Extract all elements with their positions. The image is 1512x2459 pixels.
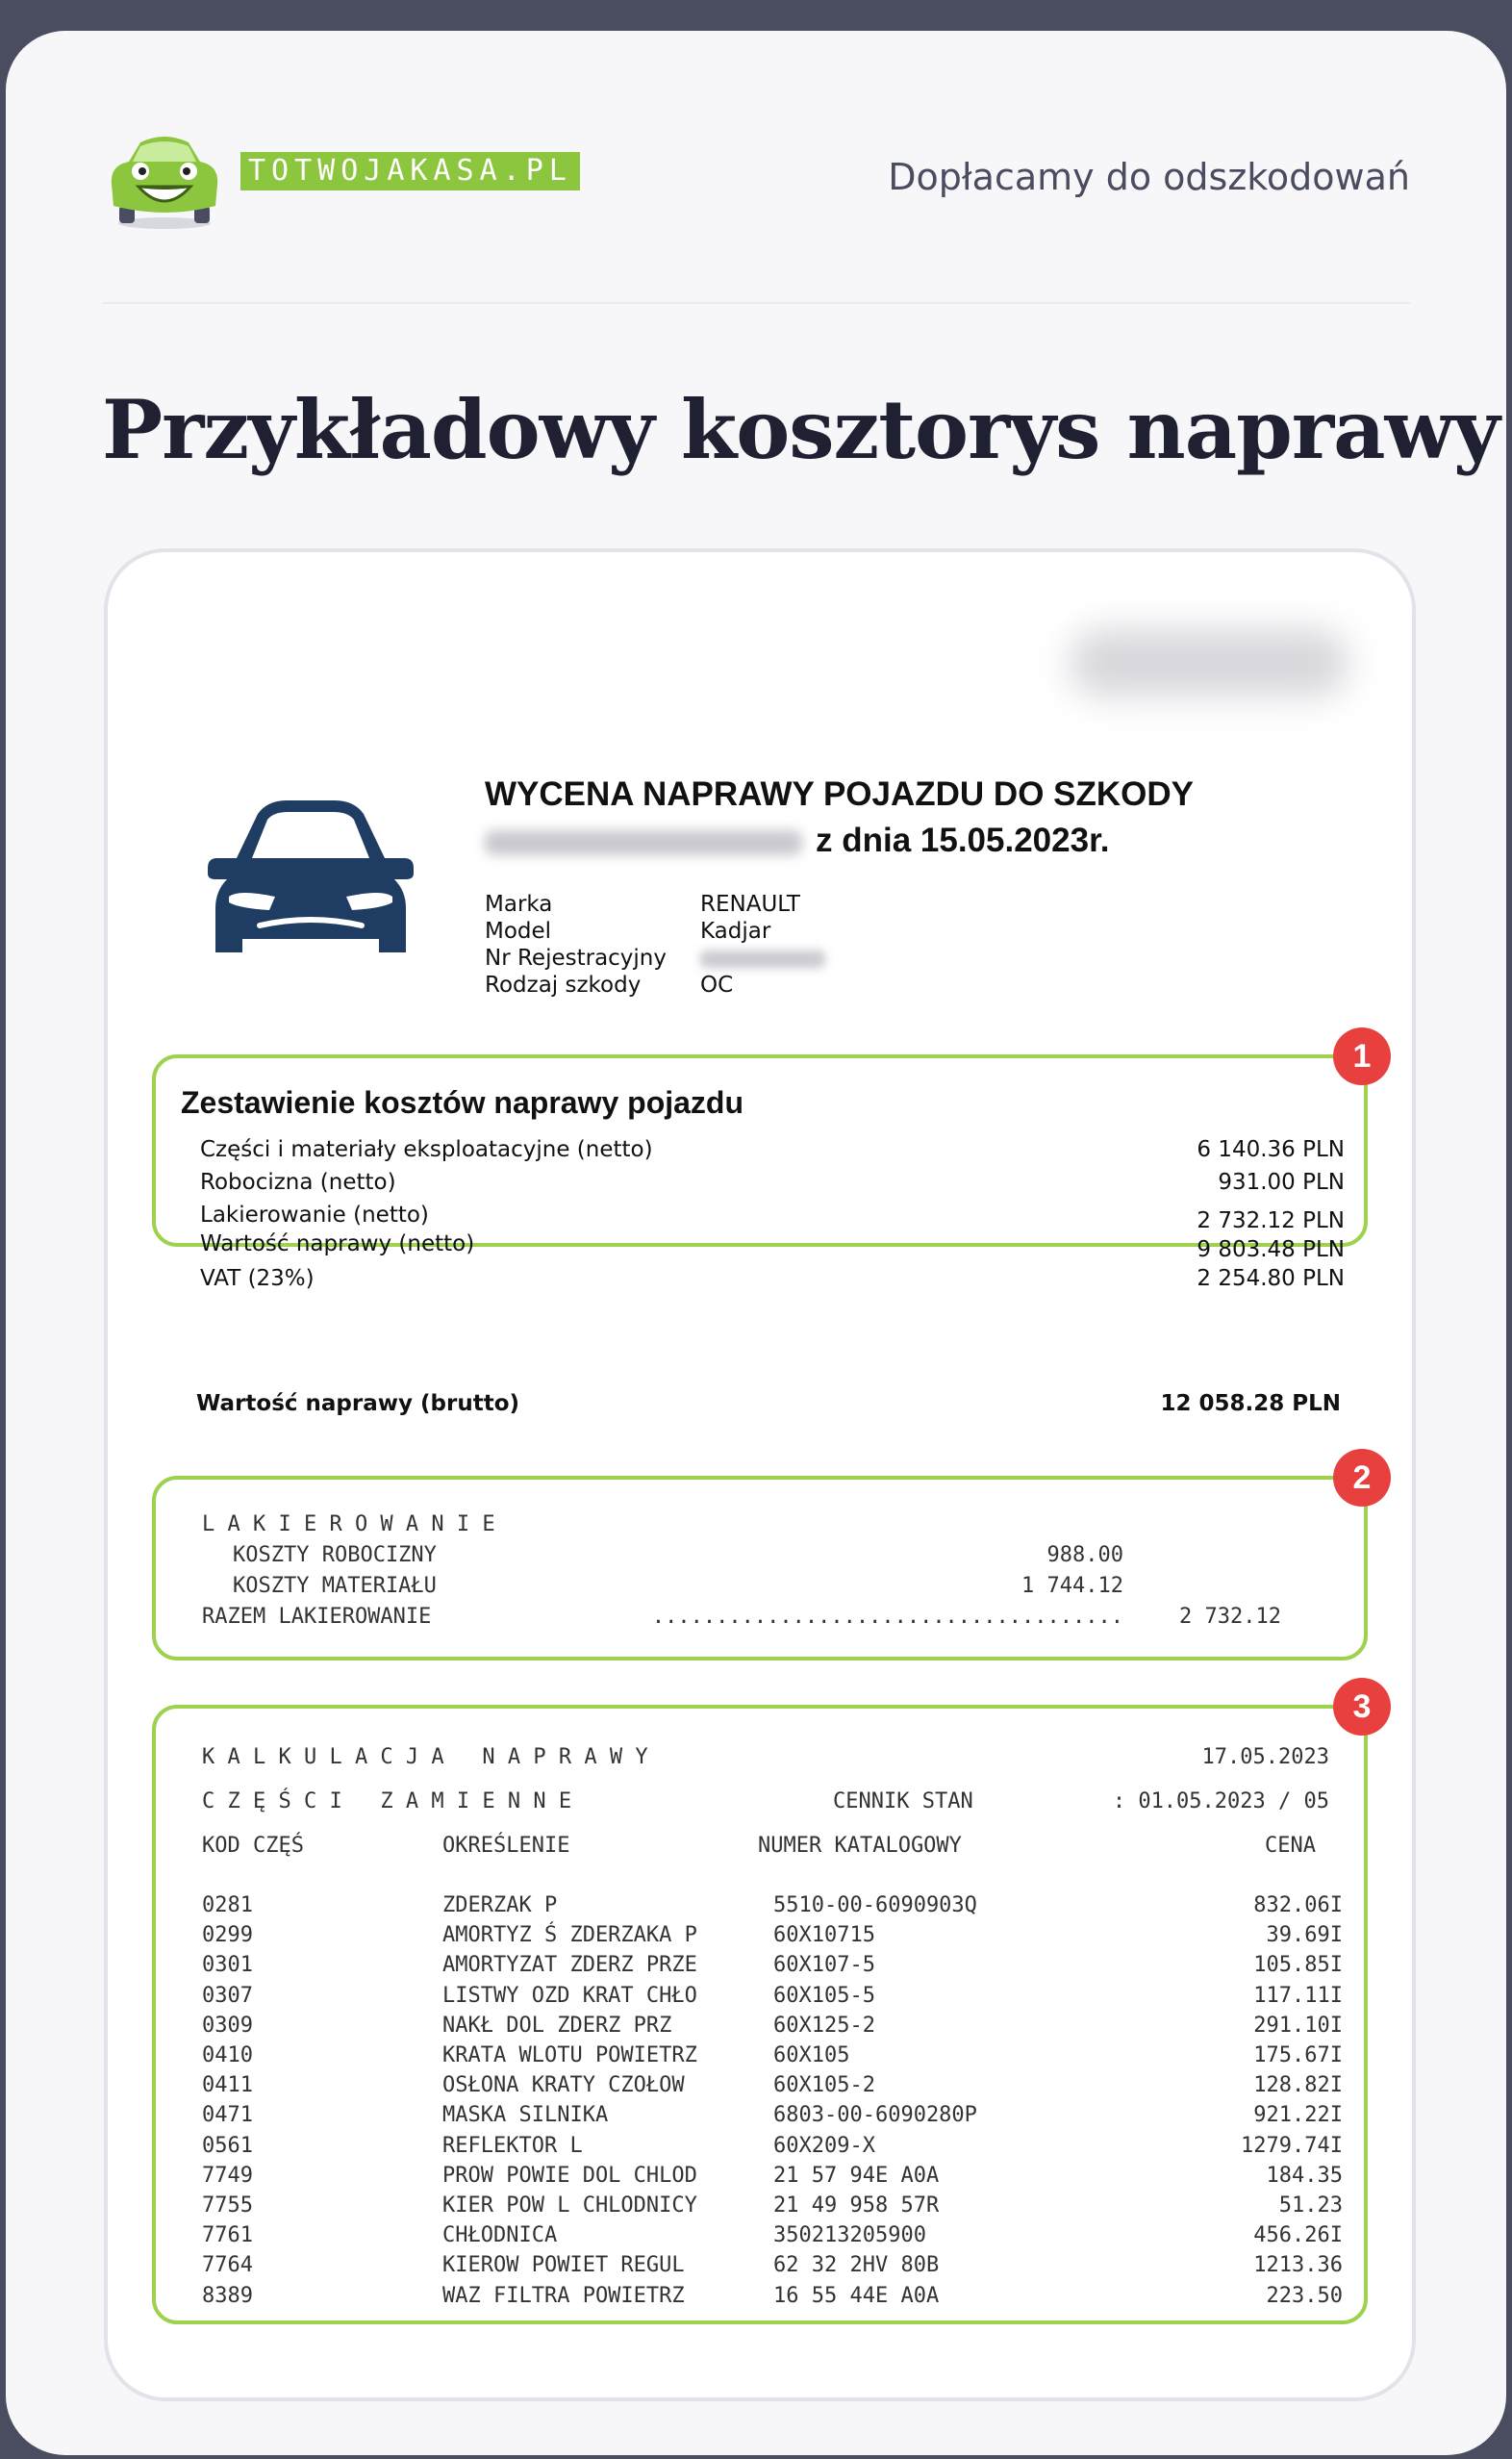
cell-code: 0411: [202, 2073, 253, 2098]
document-date-line: z dnia 15.05.2023r.: [485, 822, 1109, 860]
summary-row: Wartość naprawy (netto) 9 803.48 PLN: [200, 1231, 1345, 1262]
site-header: [102, 127, 1410, 233]
cell-price: 184.35: [1266, 2163, 1343, 2188]
screen: [6, 31, 1506, 2455]
cell-price: 105.85I: [1253, 1953, 1343, 1978]
cell-catalog: 21 57 94E A0A: [773, 2163, 940, 2188]
cell-code: 0299: [202, 1923, 253, 1948]
column-header-catalog: NUMER KATALOGOWY: [758, 1834, 962, 1858]
cell-catalog: 60X107-5: [773, 1953, 875, 1978]
price-list-label: CENNIK STAN: [833, 1789, 973, 1813]
blurred-stamp: [1070, 629, 1348, 697]
cell-catalog: 62 32 2HV 80B: [773, 2253, 940, 2278]
cell-code: 0307: [202, 1983, 253, 2008]
car-front-icon: [200, 795, 421, 958]
column-header-code: KOD CZĘŚ: [202, 1834, 304, 1858]
painting-total-label: RAZEM LAKIEROWANIE: [202, 1605, 432, 1629]
info-row: Model Kadjar: [485, 919, 771, 944]
gross-total: Wartość naprawy (brutto) 12 058.28 PLN: [196, 1391, 1341, 1416]
cell-name: CHŁODNICA: [442, 2223, 558, 2248]
painting-total-value: 2 732.12: [1179, 1605, 1281, 1629]
cell-name: WAZ FILTRA POWIETRZ: [442, 2283, 685, 2308]
cell-catalog: 350213205900: [773, 2223, 926, 2248]
cell-code: 7764: [202, 2253, 253, 2278]
cell-price: 128.82I: [1253, 2073, 1343, 2098]
cell-price: 456.26I: [1253, 2223, 1343, 2248]
cell-catalog: 60X105-2: [773, 2073, 875, 2098]
calculation-date: 17.05.2023: [1201, 1745, 1329, 1769]
cell-price: 1213.36: [1253, 2253, 1343, 2278]
cell-price: 117.11I: [1253, 1983, 1343, 2008]
cell-name: ZDERZAK P: [442, 1893, 558, 1917]
cell-price: 223.50: [1266, 2283, 1343, 2308]
cell-name: KIER POW L CHLODNICY: [442, 2193, 697, 2218]
summary-row: VAT (23%) 2 254.80 PLN: [200, 1266, 1345, 1291]
cost-summary-box: [152, 1054, 1368, 1247]
cell-name: KRATA WLOTU POWIETRZ: [442, 2043, 697, 2067]
cell-catalog: 16 55 44E A0A: [773, 2283, 940, 2308]
cell-name: KIEROW POWIET REGUL: [442, 2253, 685, 2278]
painting-value: 988.00: [1046, 1543, 1123, 1567]
cell-catalog: 60X105: [773, 2043, 850, 2067]
badge-1: 1: [1333, 1027, 1391, 1085]
cell-code: 8389: [202, 2283, 253, 2308]
painting-total-dots: .....................................: [651, 1605, 1123, 1629]
calculation-subtitle: C Z Ę Ś C I Z A M I E N N E: [202, 1789, 572, 1813]
cell-catalog: 60X105-5: [773, 1983, 875, 2008]
cell-name: MASKA SILNIKA: [442, 2103, 609, 2128]
column-header-price: CENA: [1265, 1834, 1316, 1858]
estimate-card: [104, 548, 1416, 2401]
summary-title: Zestawienie kosztów naprawy pojazdu: [181, 1085, 744, 1120]
painting-value: 1 744.12: [1021, 1574, 1123, 1598]
painting-box: [152, 1476, 1368, 1660]
tagline: Dopłacamy do odszkodowań: [888, 156, 1410, 198]
price-list-value: : 01.05.2023 / 05: [1112, 1789, 1329, 1813]
cell-price: 921.22I: [1253, 2103, 1343, 2128]
document-title: WYCENA NAPRAWY POJAZDU DO SZKODY: [485, 775, 1194, 813]
cell-catalog: 60X125-2: [773, 2013, 875, 2038]
badge-3: 3: [1333, 1678, 1391, 1736]
painting-title: L A K I E R O W A N I E: [202, 1512, 495, 1536]
badge-2: 2: [1333, 1449, 1391, 1507]
summary-row: Części i materiały eksploatacyjne (netto) 6 140.36 PLN: [200, 1137, 1345, 1162]
cell-price: 39.69I: [1266, 1923, 1343, 1948]
blurred-claim-number: [485, 830, 802, 855]
cell-catalog: 5510-00-6090903Q: [773, 1893, 977, 1917]
cell-code: 0281: [202, 1893, 253, 1917]
cell-name: PROW POWIE DOL CHLOD: [442, 2163, 697, 2188]
cell-price: 1279.74I: [1241, 2133, 1343, 2158]
info-row: Marka RENAULT: [485, 892, 800, 917]
cell-code: 7749: [202, 2163, 253, 2188]
cell-code: 7755: [202, 2193, 253, 2218]
calculation-title: K A L K U L A C J A N A P R A W Y: [202, 1745, 648, 1769]
cell-name: REFLEKTOR L: [442, 2133, 583, 2158]
cell-catalog: 60X10715: [773, 1923, 875, 1948]
cell-price: 175.67I: [1253, 2043, 1343, 2067]
cell-name: AMORTYZAT ZDERZ PRZE: [442, 1953, 697, 1978]
blurred-registration: [700, 951, 825, 968]
cell-code: 7761: [202, 2223, 253, 2248]
cell-catalog: 21 49 958 57R: [773, 2193, 940, 2218]
cell-catalog: 60X209-X: [773, 2133, 875, 2158]
calculation-box: [152, 1705, 1368, 2324]
cell-code: 0309: [202, 2013, 253, 2038]
painting-label: KOSZTY ROBOCIZNY: [233, 1543, 437, 1567]
summary-row: Lakierowanie (netto) 2 732.12 PLN: [200, 1203, 1345, 1233]
cell-name: OSŁONA KRATY CZOŁOW: [442, 2073, 685, 2098]
cell-price: 832.06I: [1253, 1893, 1343, 1917]
cell-price: 51.23: [1278, 2193, 1343, 2218]
header-divider: [102, 302, 1410, 304]
cell-code: 0410: [202, 2043, 253, 2067]
column-header-name: OKREŚLENIE: [442, 1834, 570, 1858]
info-row: Rodzaj szkody OC: [485, 973, 734, 998]
cell-price: 291.10I: [1253, 2013, 1343, 2038]
info-row: Nr Rejestracyjny: [485, 945, 825, 972]
logo-wordmark[interactable]: TOTWOJAKASA.PL: [240, 152, 580, 190]
cell-name: NAKŁ DOL ZDERZ PRZ: [442, 2013, 672, 2038]
cell-code: 0301: [202, 1953, 253, 1978]
page-title: Przykładowy kosztorys naprawy: [102, 382, 1499, 477]
painting-label: KOSZTY MATERIAŁU: [233, 1574, 437, 1598]
cell-name: AMORTYZ Ś ZDERZAKA P: [442, 1923, 697, 1948]
cell-code: 0561: [202, 2133, 253, 2158]
logo-car-icon: [102, 127, 227, 233]
vehicle-info: [485, 891, 825, 999]
cell-code: 0471: [202, 2103, 253, 2128]
cell-name: LISTWY OZD KRAT CHŁO: [442, 1983, 697, 2008]
summary-row: Robocizna (netto) 931.00 PLN: [200, 1170, 1345, 1195]
cell-catalog: 6803-00-6090280P: [773, 2103, 977, 2128]
